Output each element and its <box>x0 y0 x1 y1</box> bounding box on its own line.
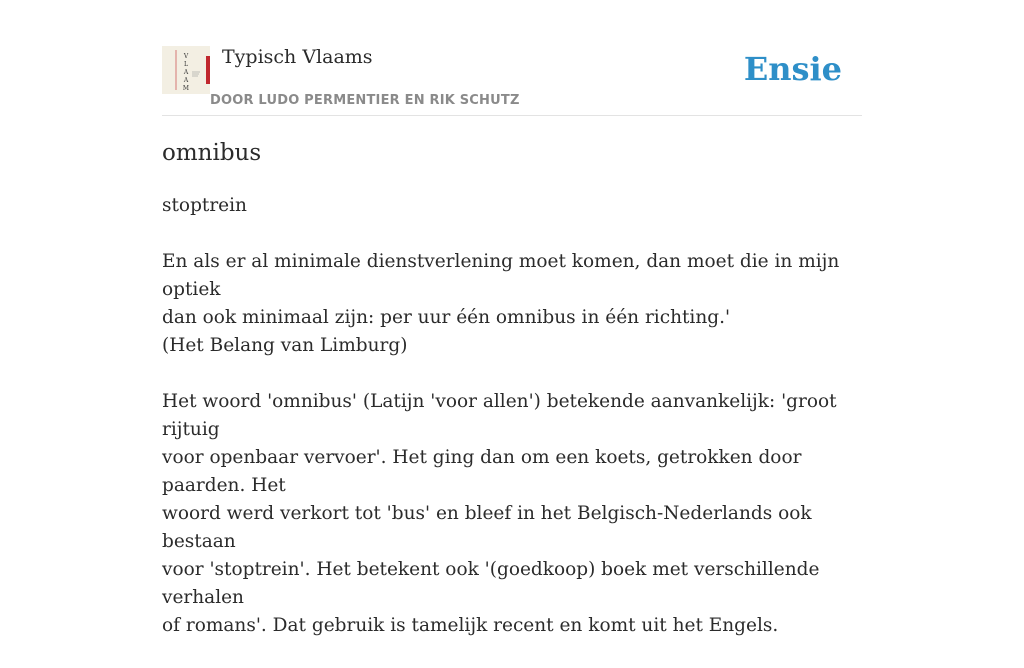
explanation-line: Het woord 'omnibus' (Latijn 'voor allen') betekende aanvankelijk: 'groot rijtuig <box>162 391 837 440</box>
entry-example <box>162 248 862 360</box>
explanation-line: woord werd verkort tot 'bus' en bleef in het Belgisch-Nederlands ook bestaan <box>162 503 812 552</box>
cover-letter: L <box>184 61 188 68</box>
explanation-line: of romans'. Dat gebruik is tamelijk recent en komt uit het Engels. <box>162 615 779 636</box>
entry-definition: stoptrein <box>162 195 247 216</box>
dictionary-title[interactable]: Typisch Vlaams <box>222 46 373 68</box>
cover-letter: A <box>183 69 189 76</box>
dictionary-authors: DOOR LUDO PERMENTIER EN RIK SCHUTZ <box>210 93 520 108</box>
entry-content <box>162 192 862 668</box>
example-source: (Het Belang van Limburg) <box>162 335 408 356</box>
cover-letter: M <box>182 85 190 92</box>
example-line: En als er al minimale dienstverlening moet komen, dan moet die in mijn optiek <box>162 251 840 300</box>
book-cover-graphic <box>162 46 210 94</box>
cover-letter: A <box>183 77 189 84</box>
explanation-line: voor 'stoptrein'. Het betekent ook '(goedkoop) boek met verschillende verhalen <box>162 559 820 608</box>
dictionary-header <box>162 44 862 116</box>
cover-letter: V <box>183 53 189 60</box>
explanation-line: voor openbaar vervoer'. Het ging dan om een koets, getrokken door paarden. Het <box>162 447 802 496</box>
book-cover-icon[interactable] <box>162 46 210 94</box>
brand-logo[interactable]: Ensie <box>743 50 842 88</box>
entry-explanation <box>162 388 862 640</box>
example-line: dan ook minimaal zijn: per uur één omnibus in één richting.' <box>162 307 731 328</box>
entry-term: omnibus <box>162 140 262 166</box>
